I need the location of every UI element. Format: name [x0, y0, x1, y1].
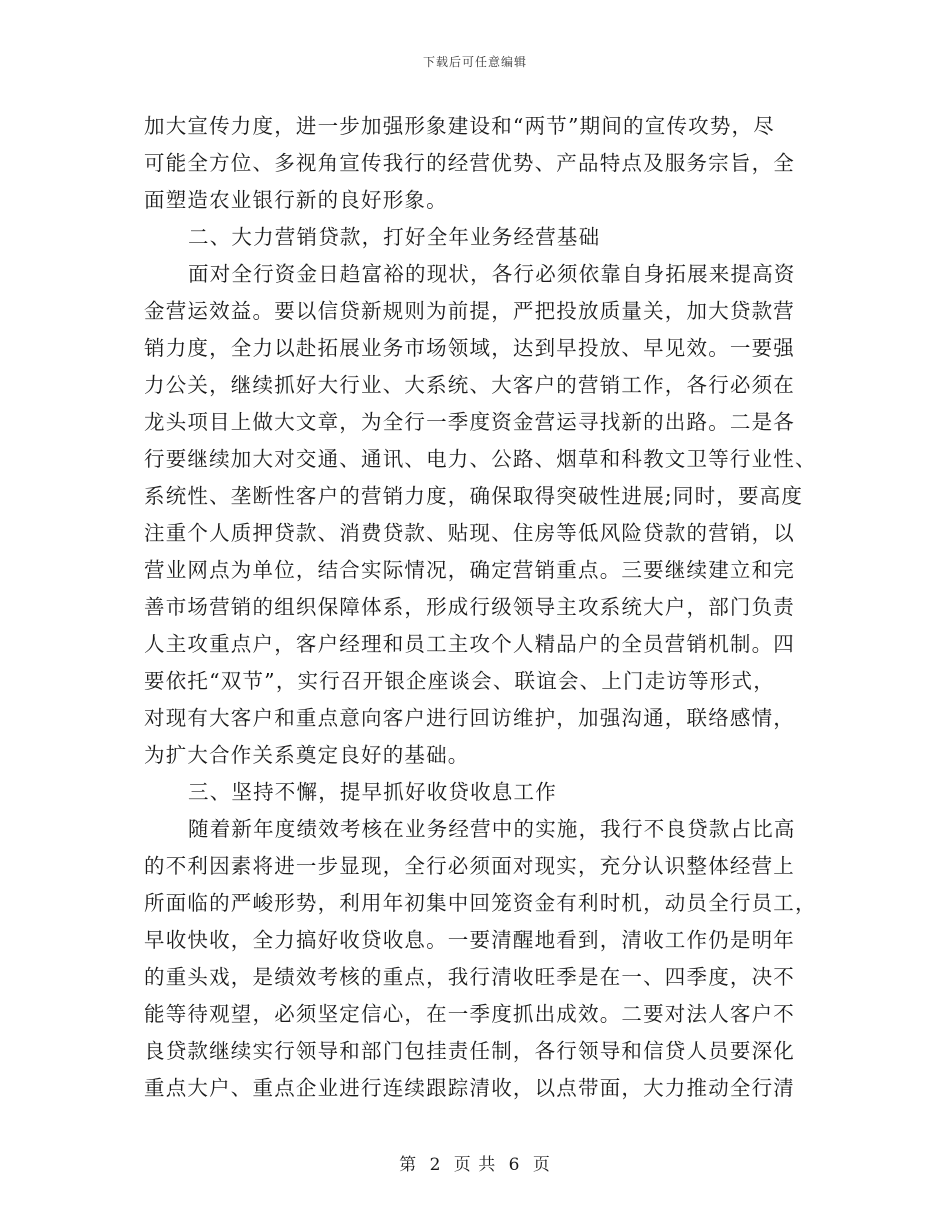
footer-total-pages: 6	[508, 1155, 521, 1175]
footer-middle: 页 共	[453, 1155, 497, 1175]
text-line: 面对全行资金日趋富裕的现状，各行必须依靠自身拓展来提高资	[188, 262, 796, 286]
page-header: 下载后可任意编辑	[422, 55, 527, 69]
text-line: 二、大力营销贷款，打好全年业务经营基础	[188, 225, 601, 249]
text-line: 龙头项目上做大文章，为全行一季度资金营运寻找新的出路。二是各	[144, 410, 795, 434]
text-line: 能等待观望，必须坚定信心，在一季度抓出成效。二要对法人客户不	[144, 1002, 795, 1026]
text-line: 要依托“双节”，实行召开银企座谈会、联谊会、上门走访等形式，	[144, 669, 775, 693]
text-line: 注重个人质押贷款、消费贷款、贴现、住房等低风险贷款的营销，以	[144, 521, 795, 545]
page-footer	[0, 1150, 950, 1175]
text-line: 力公关，继续抓好大行业、大系统、大客户的营销工作，各行必须在	[144, 373, 795, 397]
text-line: 重点大户、重点企业进行连续跟踪清收，以点带面，大力推动全行清	[144, 1076, 795, 1100]
footer-suffix: 页	[532, 1155, 551, 1175]
text-line: 加大宣传力度，进一步加强形象建设和“两节”期间的宣传攻势，尽	[144, 114, 775, 138]
document-body	[144, 108, 824, 1107]
text-line: 行要继续加大对交通、通讯、电力、公路、烟草和科教文卫等行业性、	[144, 447, 817, 471]
text-line: 良贷款继续实行领导和部门包挂责任制，各行领导和信贷人员要深化	[144, 1039, 795, 1063]
text-line: 所面临的严峻形势，利用年初集中回笼资金有利时机，动员全行员工，	[144, 891, 817, 915]
text-line: 营业网点为单位，结合实际情况，确定营销重点。三要继续建立和完	[144, 558, 795, 582]
text-line: 随着新年度绩效考核在业务经营中的实施，我行不良贷款占比高	[188, 817, 796, 841]
text-line: 对现有大客户和重点意向客户进行回访维护，加强沟通，联络感情，	[144, 706, 795, 730]
footer-prefix: 第	[399, 1155, 418, 1175]
text-line: 的不利因素将进一步显现，全行必须面对现实，充分认识整体经营上	[144, 854, 795, 878]
text-line: 善市场营销的组织保障体系，形成行级领导主攻系统大户，部门负责	[144, 595, 795, 619]
text-line: 为扩大合作关系奠定良好的基础。	[144, 743, 470, 767]
text-line: 三、坚持不懈，提早抓好收贷收息工作	[188, 780, 557, 804]
text-line: 人主攻重点户，客户经理和员工主攻个人精品户的全员营销机制。四	[144, 632, 795, 656]
text-line: 的重头戏，是绩效考核的重点，我行清收旺季是在一、四季度，决不	[144, 965, 795, 989]
footer-page-number: 2	[429, 1155, 442, 1175]
text-line: 面塑造农业银行新的良好形象。	[144, 188, 448, 212]
text-line: 金营运效益。要以信贷新规则为前提，严把投放质量关，加大贷款营	[144, 299, 795, 323]
text-line: 销力度，全力以赴拓展业务市场领域，达到早投放、早见效。一要强	[144, 336, 795, 360]
text-line: 系统性、垄断性客户的营销力度，确保取得突破性进展;同时，要高度	[144, 484, 804, 508]
text-line: 可能全方位、多视角宣传我行的经营优势、产品特点及服务宗旨，全	[144, 151, 795, 175]
text-line: 早收快收，全力搞好收贷收息。一要清醒地看到，清收工作仍是明年	[144, 928, 795, 952]
